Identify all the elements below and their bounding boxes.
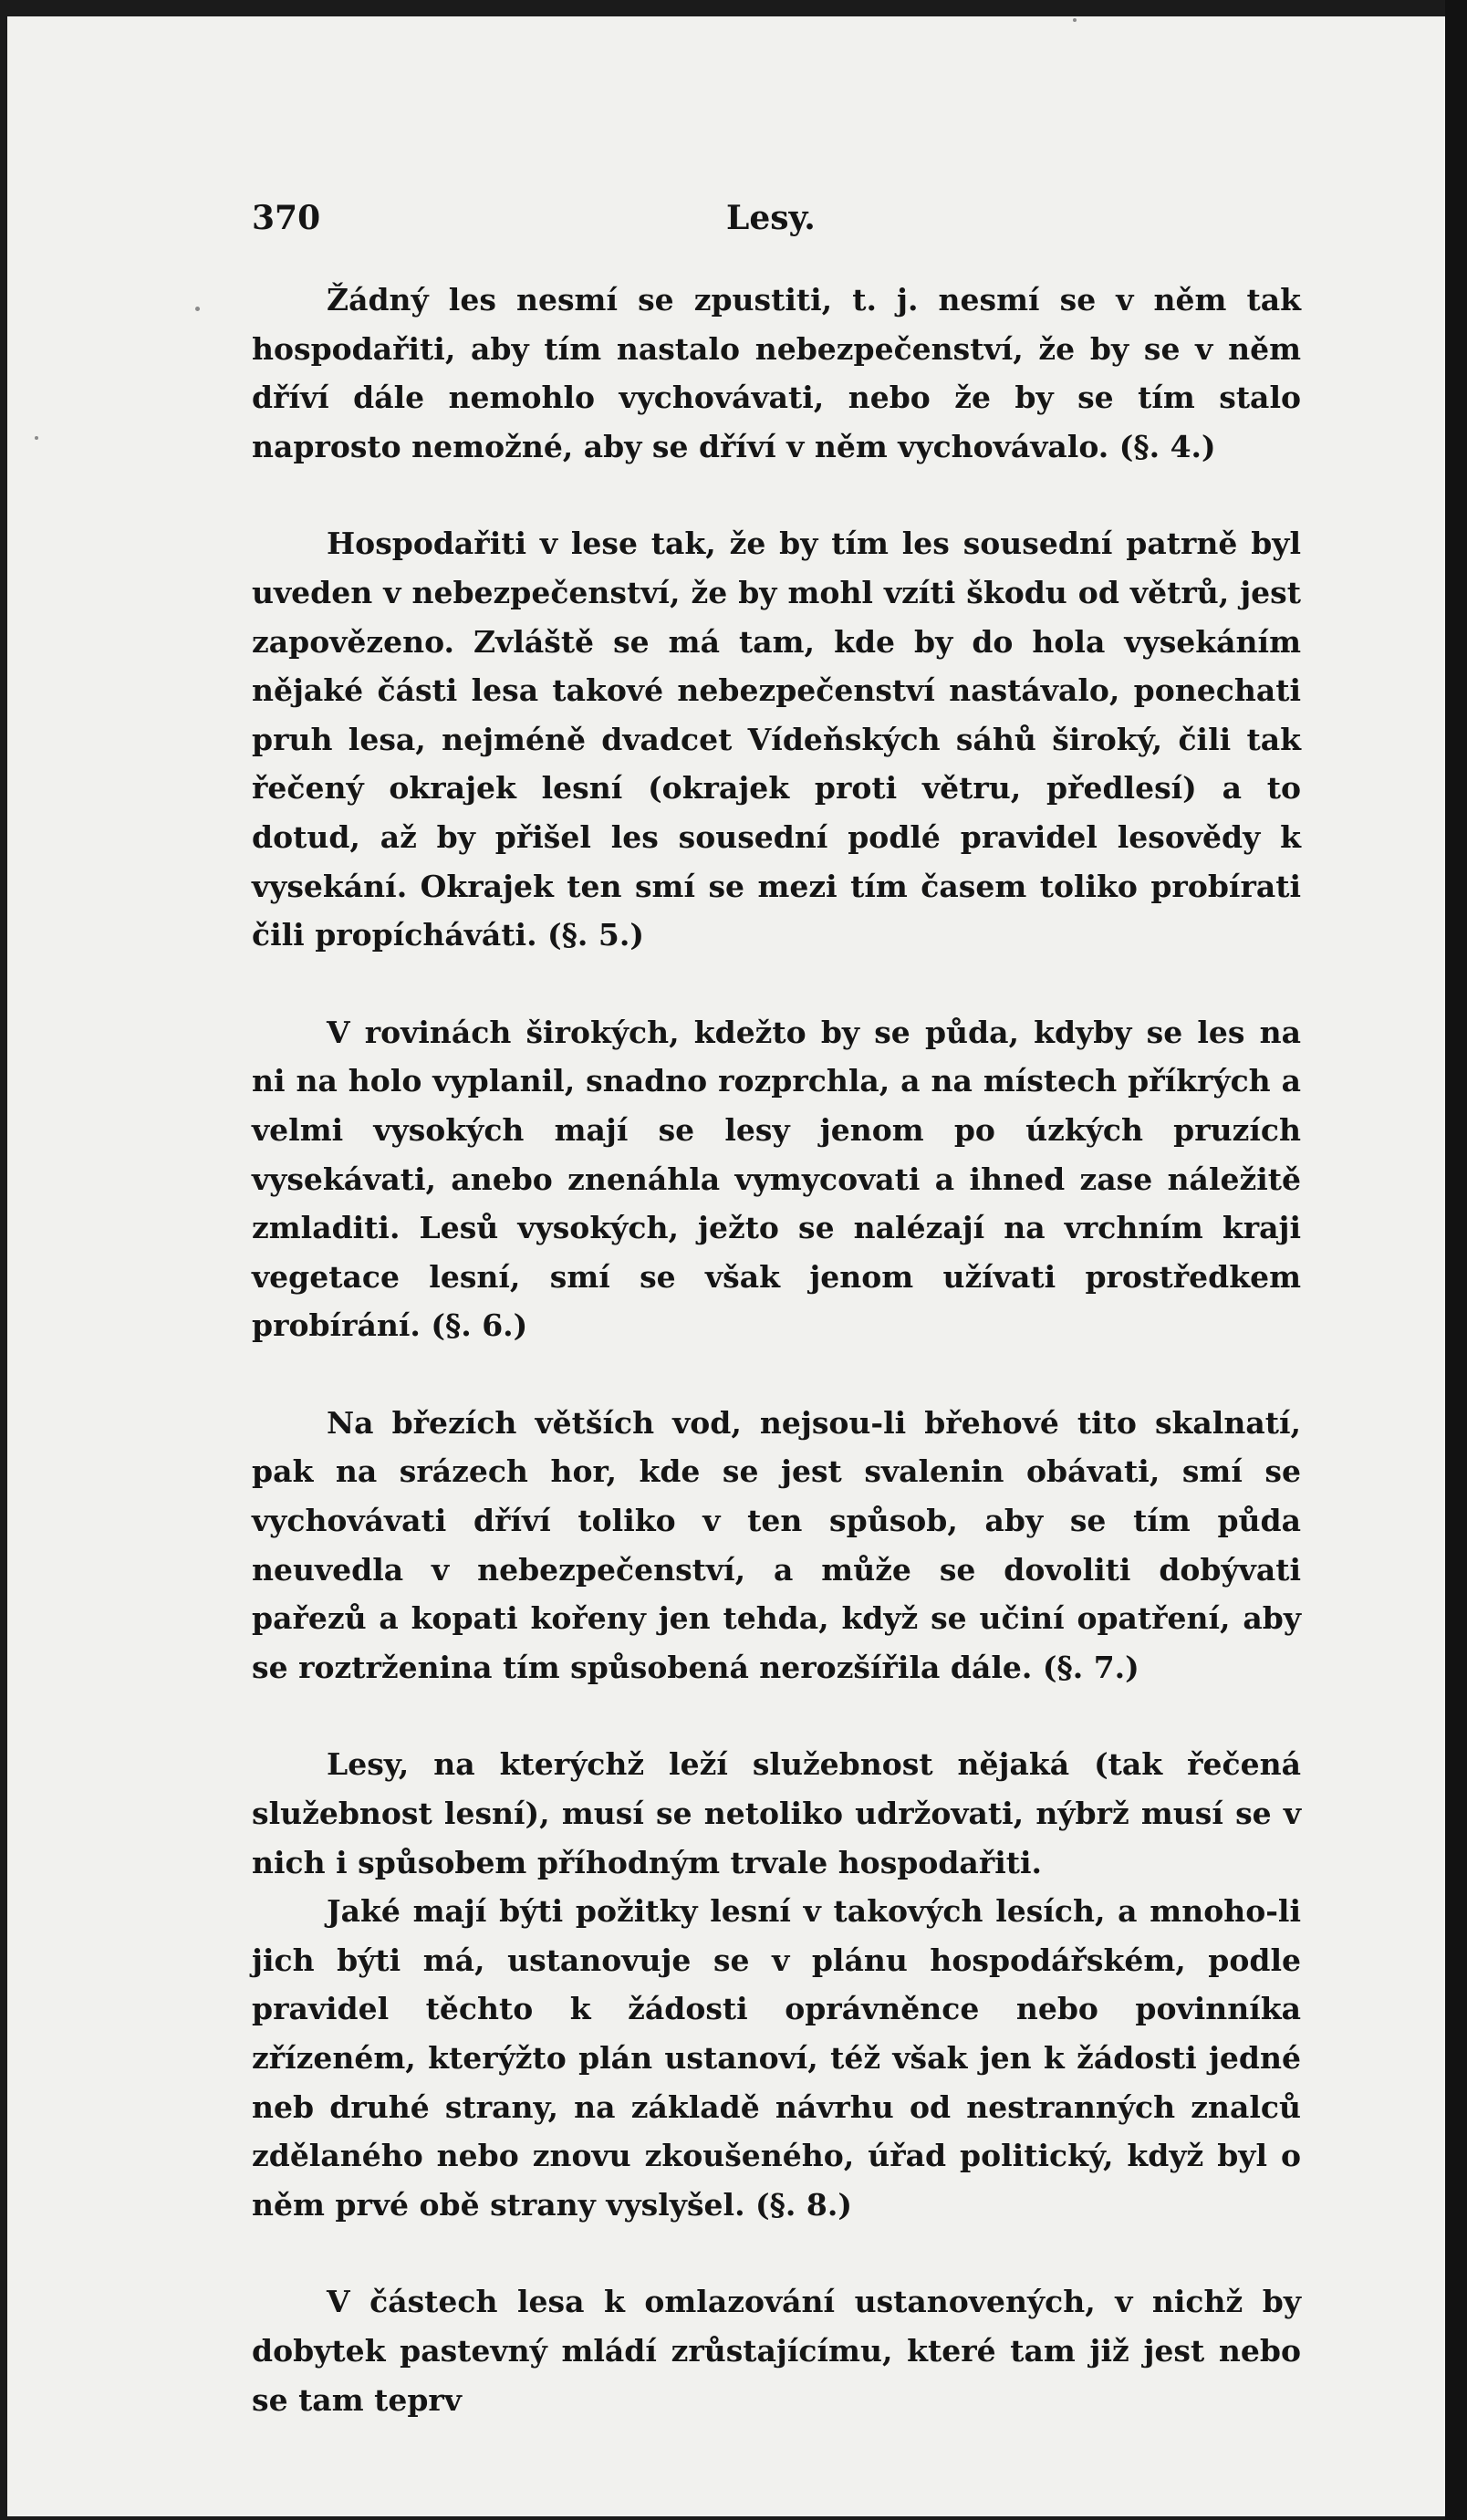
paragraph: Lesy, na kterýchž leží služebnost nějaká (tak řečená služebnost lesní), musí se netoliko udržovati, nýbrž musí se v nich i spůsobem příhodným trvale hospodařiti. xyxy=(252,1746,1301,1880)
body-text xyxy=(252,276,1301,2424)
running-title: Lesy. xyxy=(726,199,816,237)
paragraph: Na březích větších vod, nejsou-li břehové tito skalnatí, pak na srázech hor, kde se jest svalenin obávati, smí se vychovávati dříví toliko v ten spůsob, aby se tím půda neuvedla v nebezpečenství, a může se dovoliti dobývati pařezů a kopati kořeny jen tehda, když se učiní opatření, aby se roztrženina tím spůsobená nerozšířila dále. (§. 7.) xyxy=(252,1404,1301,1685)
paragraph: Žádný les nesmí se zpustiti, t. j. nesmí se v něm tak hospodařiti, aby tím nastalo nebezpečenství, že by se v něm dříví dále nemohlo vychovávati, nebo že by se tím stalo naprosto nemožné, aby se dříví v něm vychovávalo. (§. 4.) xyxy=(252,282,1301,464)
ink-speck xyxy=(195,307,200,311)
page-header xyxy=(252,199,1301,254)
scan-border xyxy=(1445,0,1467,2520)
ink-speck xyxy=(35,436,38,440)
paragraph: Hospodařiti v lese tak, že by tím les sousední patrně byl uveden v nebezpečenství, že by mohl vzíti škodu od větrů, jest zapovězeno. Zvláště se má tam, kde by do hola vysekáním nějaké části lesa takové nebezpečenství nastávalo, ponechati pruh lesa, nejméně dvadcet Vídeňských sáhů široký, čili tak řečený okrajek lesní (okrajek proti větru, předlesí) a to dotud, až by přišel les sousední podlé pravidel lesovědy k vysekání. Okrajek ten smí se mezi tím časem toliko probírati čili propícháváti. (§. 5.) xyxy=(252,526,1301,953)
paragraph: V částech lesa k omlazování ustanovených, v nichž by dobytek pastevný mládí zrůstajícímu, které tam již jest nebo se tam teprv xyxy=(252,2284,1301,2418)
paragraph: V rovinách širokých, kdežto by se půda, kdyby se les na ni na holo vyplanil, snadno rozprchla, a na místech příkrých a velmi vysokých mají se lesy jenom po úzkých pruzích vysekávati, anebo znenáhla vymycovati a ihned zase náležitě zmladiti. Lesů vysokých, ježto se nalézají na vrchním kraji vegetace lesní, smí se však jenom užívati prostředkem probírání. (§. 6.) xyxy=(252,1014,1301,1344)
page-number: 370 xyxy=(252,199,321,237)
ink-speck xyxy=(1073,18,1077,22)
paragraph: Jaké mají býti požitky lesní v takových lesích, a mnoho-li jich býti má, ustanovuje se v plánu hospodářském, podle pravidel těchto k žádosti oprávněnce nebo povinníka zřízeném, kterýžto plán ustanoví, též však jen k žádosti jedné neb druhé strany, na základě návrhu od nestranných znalců zdělaného nebo znovu zkoušeného, úřad politický, když byl o něm prvé obě strany vyslyšel. (§. 8.) xyxy=(252,1893,1301,2223)
